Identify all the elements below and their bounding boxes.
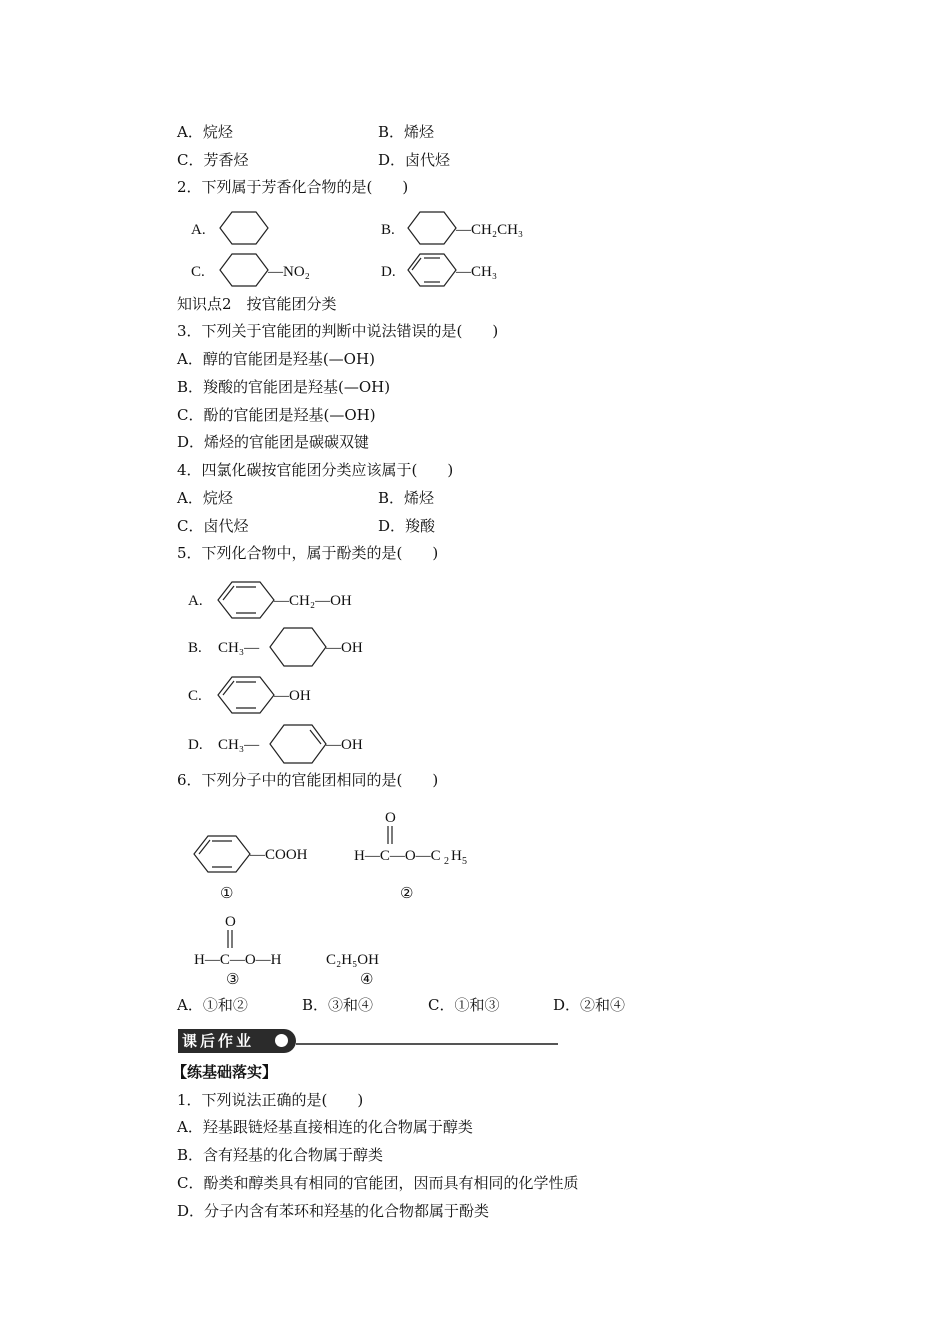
practice-q1-stem: 1．下列说法正确的是( ) [177, 1091, 364, 1109]
q6-molecule-1-group: —COOH [250, 847, 308, 863]
q5-option-c-group: —OH [274, 688, 311, 704]
practice-title: 【练基础落实】 [172, 1063, 278, 1081]
q2-option-a-structure [188, 208, 278, 248]
q6-stem: 6．下列分子中的官能团相同的是( ) [177, 771, 439, 789]
q3-stem: 3．下列关于官能团的判断中说法错误的是( ) [177, 322, 499, 340]
q3-option-c: C．酚的官能团是羟基(—OH) [177, 406, 376, 424]
q5-option-b-left-group: CH₃— [218, 640, 260, 656]
q2-option-d-structure [378, 250, 528, 290]
q5-option-b-structure [186, 624, 406, 670]
q3-option-d: D．烯烃的官能团是碳碳双键 [177, 433, 370, 451]
q6-molecule-4 [326, 946, 406, 990]
q1-option-a: A．烷烃 [177, 123, 233, 141]
homework-banner-box [178, 1029, 296, 1053]
q6-molecule-3-number: ③ [226, 972, 240, 988]
q3-option-a: A．醇的官能团是羟基(—OH) [177, 350, 375, 368]
q5-option-c-structure [186, 673, 346, 717]
practice-q1-option-a: A．羟基跟链烃基直接相连的化合物属于醇类 [177, 1118, 473, 1136]
q6-molecule-2 [352, 806, 502, 904]
q2-stem: 2．下列属于芳香化合物的是( ) [177, 178, 409, 196]
q5-option-a-structure [186, 578, 406, 622]
cyclohexane-ring [408, 212, 456, 244]
svg-text:2: 2 [444, 856, 449, 867]
homework-banner [178, 1029, 558, 1055]
svg-text:H—C—O—C: H—C—O—C [354, 848, 441, 864]
q6-molecule-4-number: ④ [360, 972, 374, 988]
cyclohexane-ring [270, 628, 326, 666]
q2-option-a-label: A. [191, 222, 206, 238]
svg-text:5: 5 [462, 856, 467, 867]
svg-text:O: O [385, 810, 396, 826]
q6-option-b: B．③和④ [302, 996, 374, 1014]
q2-option-c-label: C. [191, 264, 205, 280]
q2-option-d-group: —CH₃ [456, 264, 498, 280]
q5-option-d-right-group: —OH [326, 737, 363, 753]
q4-option-b: B．烯烃 [378, 489, 435, 507]
q4-option-a: A．烷烃 [177, 489, 233, 507]
homework-banner-label: 课后作业 [182, 1032, 255, 1050]
q5-option-b-right-group: —OH [326, 640, 363, 656]
q1-option-b: B．烯烃 [378, 123, 435, 141]
q2-option-b-group: —CH₂CH₃ [456, 222, 524, 238]
cyclohexene-ring [270, 725, 326, 763]
cyclohexane-ring [220, 212, 268, 244]
practice-q1-option-b: B．含有羟基的化合物属于醇类 [177, 1146, 384, 1164]
q2-option-b-structure [378, 208, 548, 248]
q6-molecule-2-number: ② [400, 886, 414, 902]
q6-molecule-1-number: ① [220, 886, 234, 902]
section-title-functional-groups: 知识点2 按官能团分类 [177, 295, 337, 313]
svg-text:H—C—O—H: H—C—O—H [194, 952, 282, 968]
q5-option-a-group: —CH₂—OH [274, 593, 352, 609]
bullet-dot-icon [275, 1034, 288, 1047]
svg-text:O: O [225, 914, 236, 930]
banner-divider [296, 1043, 558, 1045]
q5-option-c-label: C. [188, 688, 202, 704]
practice-q1-option-d: D．分子内含有苯环和羟基的化合物都属于酚类 [177, 1202, 490, 1220]
cyclohexane-ring [220, 254, 268, 286]
q5-option-d-structure [186, 721, 406, 767]
q2-option-d-label: D. [381, 264, 396, 280]
q4-option-c: C．卤代烃 [177, 517, 249, 535]
q6-option-c: C．①和③ [428, 996, 500, 1014]
q5-stem: 5．下列化合物中，属于酚类的是( ) [177, 544, 439, 562]
q2-option-b-label: B. [381, 222, 395, 238]
q6-molecule-1 [192, 834, 332, 904]
q4-stem: 4．四氯化碳按官能团分类应该属于( ) [177, 461, 454, 479]
svg-text:H: H [451, 848, 462, 864]
q6-molecule-4-formula: C₂H₅OH [326, 952, 379, 968]
q2-option-c-group: —NO₂ [268, 264, 310, 280]
practice-q1-option-c: C．酚类和醇类具有相同的官能团，因而具有相同的化学性质 [177, 1174, 579, 1192]
q6-option-a: A．①和② [177, 996, 248, 1014]
q5-option-b-label: B. [188, 640, 202, 656]
q1-option-d: D．卤代烃 [378, 151, 451, 169]
benzene-ring [408, 254, 456, 286]
q6-option-d: D．②和④ [553, 996, 626, 1014]
q6-molecule-3 [192, 910, 312, 990]
q5-option-d-left-group: CH₃— [218, 737, 260, 753]
q2-option-c-structure [188, 250, 338, 290]
q4-option-d: D．羧酸 [378, 517, 436, 535]
q5-option-a-label: A. [188, 593, 203, 609]
q3-option-b: B．羧酸的官能团是羟基(—OH) [177, 378, 391, 396]
q5-option-d-label: D. [188, 737, 203, 753]
q1-option-c: C．芳香烃 [177, 151, 249, 169]
